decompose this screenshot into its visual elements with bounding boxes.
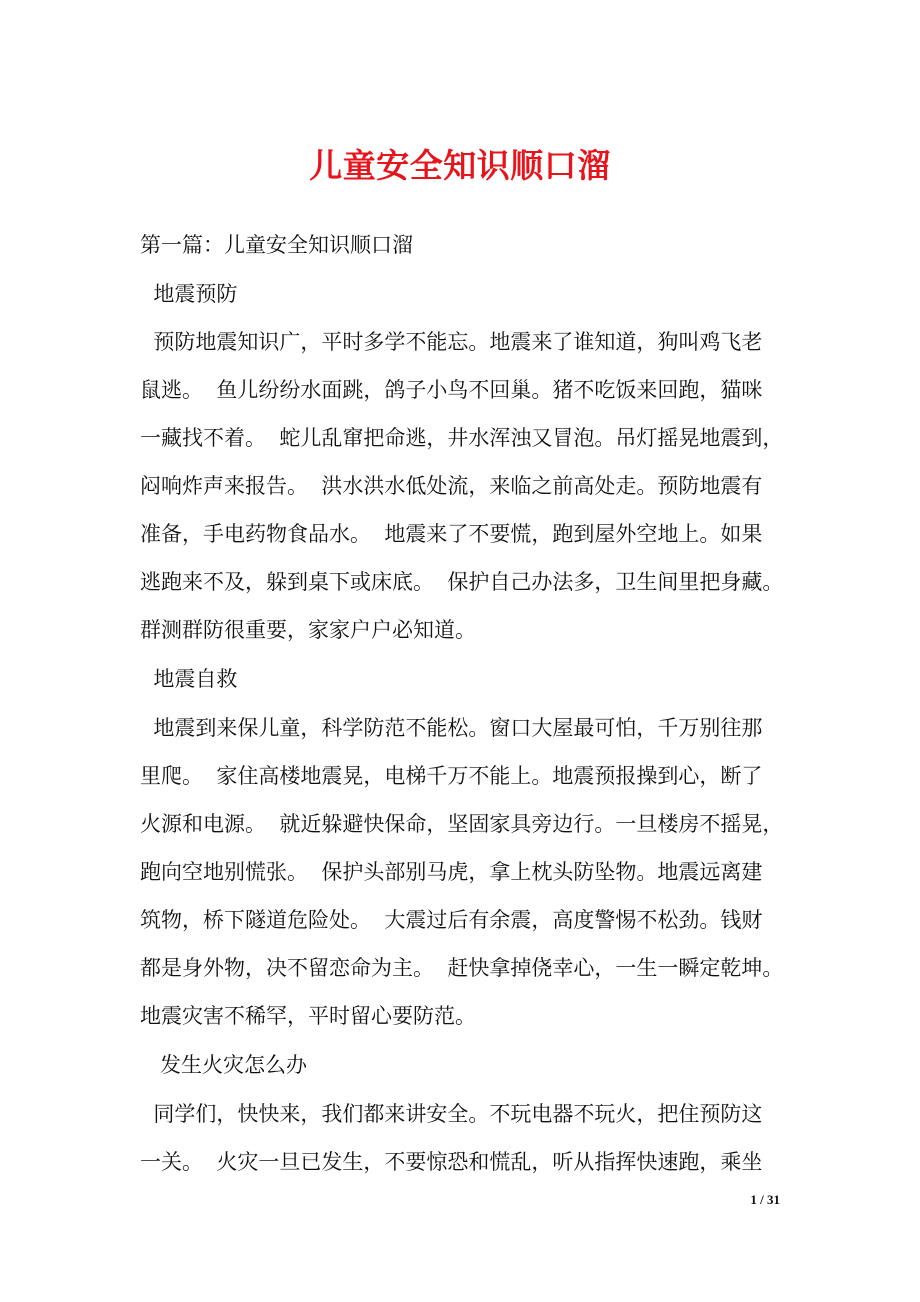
- document-title: 儿童安全知识顺口溜: [309, 146, 611, 185]
- text-line: 准备，手电药物食品水。 地震来了不要慌，跑到屋外空地上。如果: [140, 522, 763, 546]
- page-number: 1 / 31: [750, 1192, 780, 1207]
- subsection-heading: 地震预防: [140, 282, 238, 306]
- text-line: 群测群防很重要，家家户户必知道。: [140, 618, 476, 642]
- text-line: 一关。 火灾一旦已发生，不要惊恐和慌乱，听从指挥快速跑，乘坐: [140, 1150, 763, 1174]
- text-line: 同学们，快快来，我们都来讲安全。不玩电器不玩火，把住预防这: [140, 1102, 763, 1126]
- subsection-heading: 地震自救: [140, 667, 238, 691]
- text-line: 一藏找不着。 蛇儿乱窜把命逃，井水浑浊又冒泡。吊灯摇晃地震到，: [140, 426, 784, 450]
- text-line: 地震到来保儿童，科学防范不能松。窗口大屋最可怕，千万别往那: [140, 716, 763, 740]
- text-line: 筑物，桥下隧道危险处。 大震过后有余震，高度警惕不松劲。钱财: [140, 908, 763, 932]
- text-line: 预防地震知识广，平时多学不能忘。地震来了谁知道，狗叫鸡飞老: [140, 330, 763, 354]
- text-line: 逃跑来不及，躲到桌下或床底。 保护自己办法多，卫生间里把身藏。: [140, 570, 784, 594]
- section-heading: 第一篇：儿童安全知识顺口溜: [140, 233, 413, 257]
- subsection-heading: 发生火灾怎么办: [140, 1053, 308, 1077]
- text-line: 鼠逃。 鱼儿纷纷水面跳，鸽子小鸟不回巢。猪不吃饭来回跑，猫咪: [140, 378, 763, 402]
- text-line: 闷响炸声来报告。 洪水洪水低处流，来临之前高处走。预防地震有: [140, 474, 763, 498]
- text-line: 火源和电源。 就近躲避快保命，坚固家具旁边行。一旦楼房不摇晃，: [140, 812, 784, 836]
- text-line: 地震灾害不稀罕，平时留心要防范。: [140, 1004, 476, 1028]
- text-line: 都是身外物，决不留恋命为主。 赶快拿掉侥幸心，一生一瞬定乾坤。: [140, 956, 784, 980]
- text-line: 跑向空地别慌张。 保护头部别马虎，拿上枕头防坠物。地震远离建: [140, 860, 763, 884]
- text-line: 里爬。 家住高楼地震晃，电梯千万不能上。地震预报操到心，断了: [140, 764, 763, 788]
